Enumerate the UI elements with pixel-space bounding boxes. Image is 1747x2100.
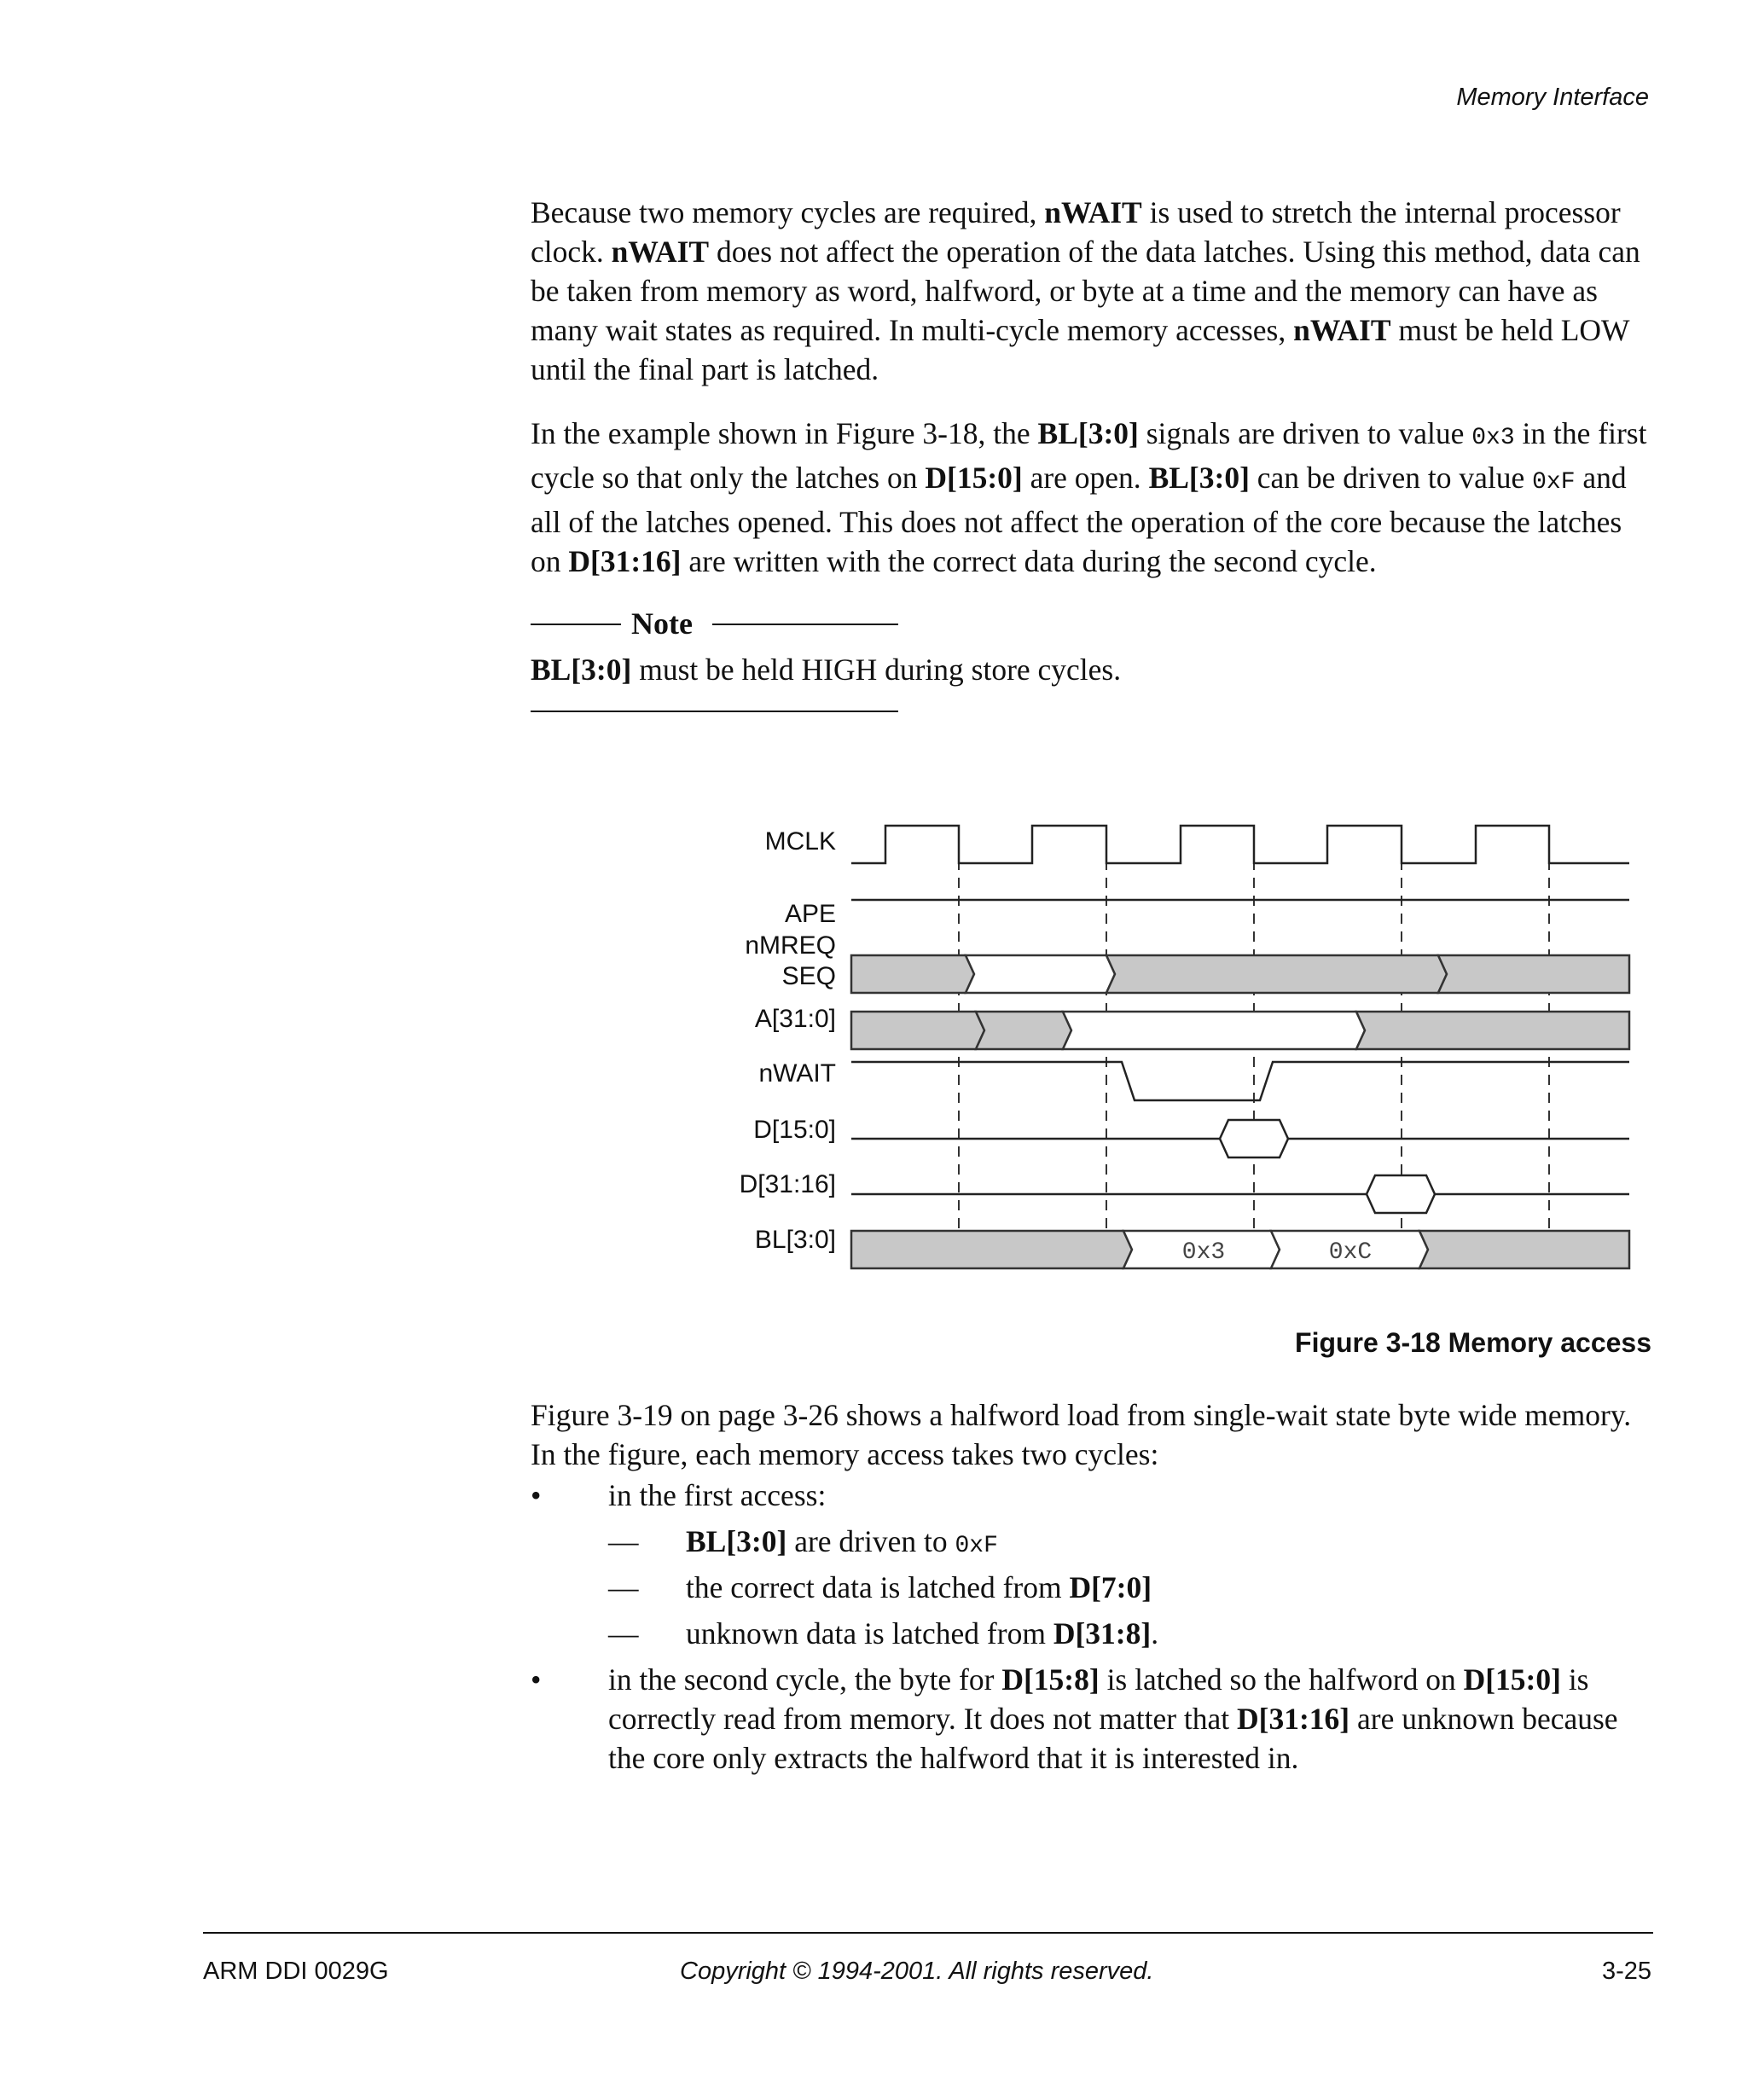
text-run: Because two memory cycles are required, — [531, 195, 1045, 229]
text-run: are unknown because the core only extracts the halfword that it is interested in. — [608, 1702, 1618, 1775]
bold-term: BL[3:0] — [686, 1524, 787, 1558]
bl-value-second: 0xC — [1328, 1239, 1373, 1266]
note-title: Note — [631, 606, 693, 641]
address-waveform — [851, 1012, 1629, 1049]
signal-label-mclk: MCLK — [764, 827, 836, 856]
code-value: 0xF — [955, 1533, 998, 1559]
d15-waveform — [851, 1120, 1629, 1157]
bold-term: D[15:0] — [1463, 1662, 1561, 1697]
paragraph-bl-example — [531, 414, 1653, 581]
bold-term: D[31:16] — [568, 544, 682, 578]
note-body — [531, 650, 1653, 689]
running-header: Memory Interface — [1456, 84, 1649, 111]
bold-term: nWAIT — [1293, 313, 1391, 347]
figure-caption: Figure 3-18 Memory access — [1295, 1327, 1651, 1358]
bullet-first-access — [608, 1476, 826, 1515]
text-run: are driven to — [786, 1524, 955, 1558]
text-run: signals are driven to value — [1138, 416, 1472, 450]
bold-term: nWAIT — [611, 235, 710, 269]
footer-copyright: Copyright © 1994-2001. All rights reserved. — [680, 1958, 1154, 1985]
bold-term: BL[3:0] — [531, 653, 632, 687]
sub-item-bl-driven — [686, 1522, 998, 1566]
text-run: Figure 3-19 on page 3-26 shows a halfword load from single-wait state byte wide memory. In the figure, each memory access takes two cycles: — [531, 1398, 1632, 1471]
dash-marker-1: — — [608, 1524, 639, 1558]
footer-page-number: 3-25 — [1601, 1958, 1651, 1985]
text-run: is used to stretch the internal processor clock. — [531, 195, 1621, 269]
note-rule-bottom — [531, 711, 898, 712]
paragraph-nwait — [531, 193, 1653, 389]
signal-label-bl: BL[3:0] — [754, 1226, 836, 1254]
footer-rule — [203, 1932, 1653, 1934]
footer-doc-id: ARM DDI 0029G — [203, 1958, 389, 1985]
mclk-waveform — [851, 826, 1629, 863]
text-run: is correctly read from memory. It does not matter that — [608, 1662, 1589, 1736]
code-value: 0x3 — [1471, 425, 1515, 451]
clock-edge-guides — [959, 860, 1549, 1267]
bold-term: D[31:8] — [1053, 1616, 1152, 1650]
signal-label-ape: APE — [784, 900, 836, 928]
bullet-marker-1: • — [531, 1478, 542, 1512]
bullet-second-cycle — [608, 1660, 1653, 1778]
text-run: in the second cycle, the byte for — [608, 1662, 1002, 1697]
text-run: must be held LOW until the final part is latched. — [531, 313, 1629, 386]
code-value: 0xF — [1532, 469, 1576, 496]
nmreq-seq-waveform — [851, 955, 1629, 993]
sub-item-correct-data — [686, 1568, 1152, 1607]
d31-waveform — [851, 1175, 1629, 1213]
bold-term: nWAIT — [1044, 195, 1142, 229]
signal-label-d15: D[15:0] — [753, 1116, 836, 1144]
text-run: in the first access: — [608, 1478, 827, 1512]
bold-term: D[7:0] — [1069, 1570, 1152, 1604]
note-rule-right — [712, 624, 898, 625]
signal-label-address: A[31:0] — [754, 1005, 836, 1033]
text-run: are open. — [1022, 461, 1149, 495]
text-run: and all of the latches opened. This does not affect the operation of the core because the latches on — [531, 461, 1627, 578]
note-text — [531, 650, 1653, 689]
text-run: must be held HIGH during store cycles. — [631, 653, 1122, 687]
signal-label-nwait: nWAIT — [758, 1059, 836, 1088]
bold-term: D[15:0] — [925, 461, 1023, 495]
dash-marker-3: — — [608, 1616, 639, 1650]
signal-label-d31: D[31:16] — [739, 1170, 836, 1198]
bold-term: D[15:8] — [1001, 1662, 1100, 1697]
nwait-waveform — [851, 1062, 1629, 1100]
text-run: is latched so the halfword on — [1099, 1662, 1464, 1697]
text-run: unknown data is latched from — [686, 1616, 1053, 1650]
dash-marker-2: — — [608, 1570, 639, 1604]
bullet-marker-2: • — [531, 1662, 542, 1697]
bold-term: BL[3:0] — [1148, 461, 1250, 495]
paragraph-3-text — [531, 1395, 1653, 1474]
text-run: can be driven to value — [1249, 461, 1533, 495]
paragraph-1-text — [531, 193, 1653, 389]
paragraph-halfword — [531, 1395, 1653, 1474]
paragraph-2-text — [531, 414, 1653, 581]
timing-diagram — [725, 802, 1638, 1288]
text-run: does not affect the operation of the data latches. Using this method, data can be taken from memory as word, halfword, or byte at a time and the memory can have as many wait states as required. In multi-cycle memory accesses, — [531, 235, 1640, 347]
signal-label-seq: SEQ — [781, 962, 836, 990]
signal-label-nmreq: nMREQ — [745, 931, 836, 960]
bl-waveform — [851, 1231, 1629, 1268]
note-rule-left — [531, 624, 621, 625]
text-run: the correct data is latched from — [686, 1570, 1070, 1604]
bl-value-first: 0x3 — [1181, 1239, 1226, 1266]
text-run: In the example shown in Figure 3-18, the — [531, 416, 1038, 450]
bold-term: D[31:16] — [1237, 1702, 1350, 1736]
text-run: . — [1151, 1616, 1159, 1650]
text-run: in the first cycle so that only the latches on — [531, 416, 1647, 495]
text-run: are written with the correct data during the second cycle. — [681, 544, 1377, 578]
sub-item-unknown-data — [686, 1614, 1158, 1653]
bold-term: BL[3:0] — [1037, 416, 1139, 450]
